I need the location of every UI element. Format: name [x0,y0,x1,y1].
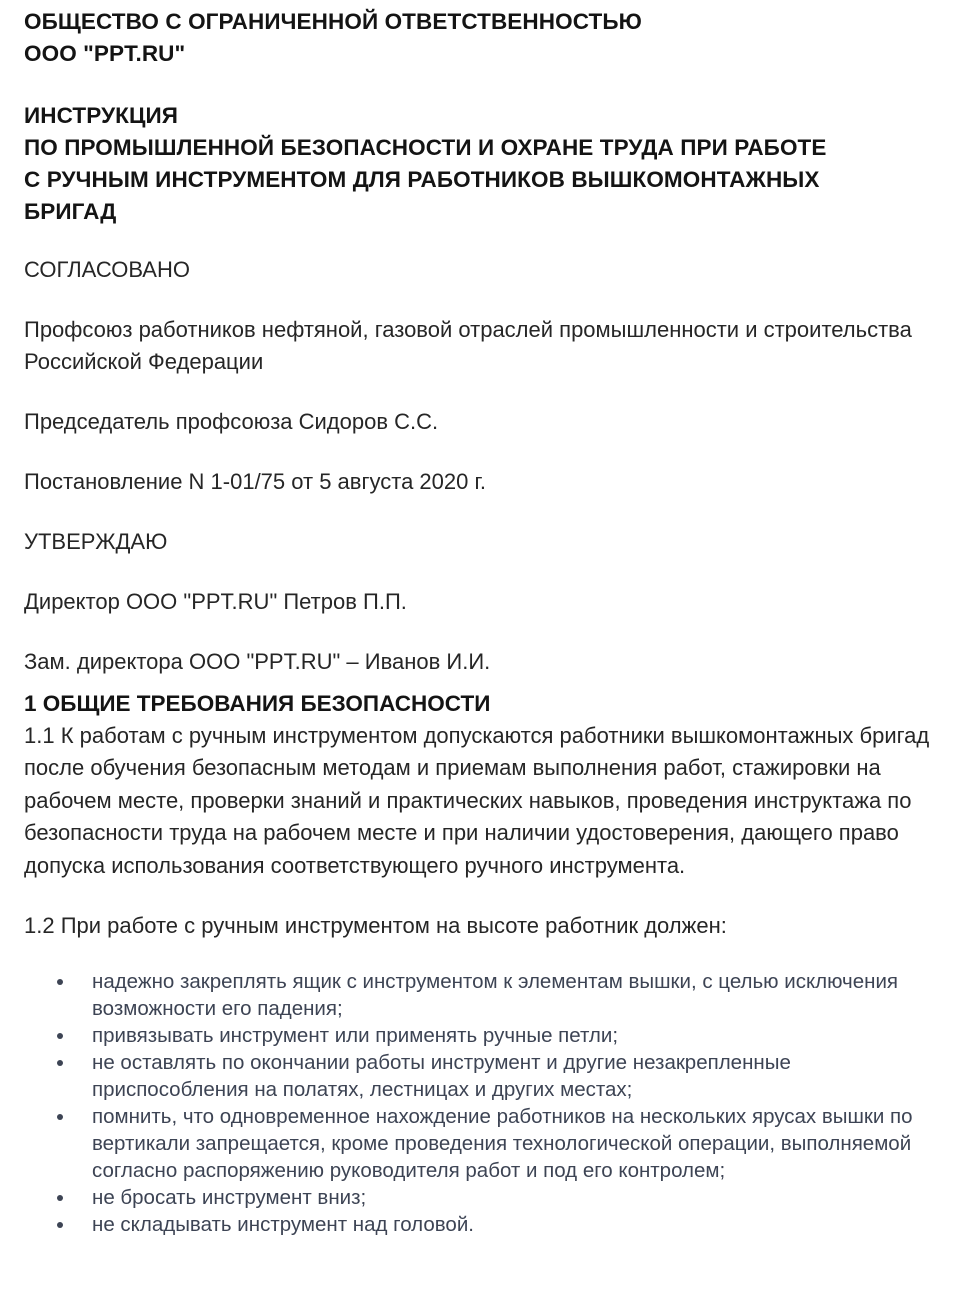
list-item-text: привязывать инструмент или применять ручные петли; [92,1024,619,1048]
bullet-icon [57,1195,63,1201]
list-item [24,1103,944,1184]
list-item-text: надежно закреплять ящик с инструментом к элементам вышки, с целью исключения возможности его падения; [92,970,898,1021]
deputy-director-signature: Зам. директора ООО "PPT.RU" – Иванов И.И. [24,649,491,674]
section-1-heading: 1 ОБЩИЕ ТРЕБОВАНИЯ БЕЗОПАСНОСТИ [24,691,491,716]
union-chairman: Председатель профсоюза Сидоров С.С. [24,409,439,434]
list-item [24,1049,944,1103]
bullet-icon [57,1114,63,1120]
organization-name-line1: ОБЩЕСТВО С ОГРАНИЧЕННОЙ ОТВЕТСТВЕННОСТЬЮ [24,9,642,34]
list-item-text: помнить, что одновременное нахождение работников на нескольких ярусах вышки по вертикали запрещается, кроме проведения технологической операции, выполняемой согласно распоряжению руководителя работ и под его контролем; [92,1105,913,1183]
list-item-text: не складывать инструмент над головой. [92,1213,474,1237]
list-item-text: не бросать инструмент вниз; [92,1186,367,1210]
document-title-line4: БРИГАД [24,199,117,224]
document-title [24,100,944,228]
clause-1-1: 1.1 К работам с ручным инструментом допускаются работники вышкомонтажных бригад после обучения безопасным методам и приемам выполнения работ, стажировки на рабочем месте, проверки знаний и практических навыков, проведения инструктажа по безопасности труда на рабочем месте и при наличии удостоверения, дающего право допуска использования соответствующего ручного инструмента. [24,723,930,878]
agreed-heading: СОГЛАСОВАНО [24,257,190,282]
approve-heading: УТВЕРЖДАЮ [24,529,168,554]
bullet-icon [57,1222,63,1228]
list-item [24,1184,944,1211]
list-item [24,1022,944,1049]
document-title-line3: С РУЧНЫМ ИНСТРУМЕНТОМ ДЛЯ РАБОТНИКОВ ВЫШКОМОНТАЖНЫХ [24,167,820,192]
list-item [24,1211,944,1238]
bullet-icon [57,1060,63,1066]
clause-1-2-list [24,968,944,1238]
list-item-text: не оставлять по окончании работы инструмент и другие незакрепленные приспособления на полатях, лестницах и других местах; [92,1051,791,1102]
bullet-icon [57,979,63,985]
organization-name-line2: ООО "PPT.RU" [24,41,186,66]
clause-1-2: 1.2 При работе с ручным инструментом на высоте работник должен: [24,913,727,939]
bullet-icon [57,1033,63,1039]
organization-name [24,6,944,70]
resolution-reference: Постановление N 1-01/75 от 5 августа 2020 г. [24,469,486,494]
document-title-line2: ПО ПРОМЫШЛЕННОЙ БЕЗОПАСНОСТИ И ОХРАНЕ ТРУДА ПРИ РАБОТЕ [24,135,827,160]
union-name: Профсоюз работников нефтяной, газовой отраслей промышленности и строительства Российской Федерации [24,317,912,374]
list-item [24,968,944,1022]
document-title-line1: ИНСТРУКЦИЯ [24,103,179,128]
document-page [24,6,944,1238]
director-signature: Директор ООО "PPT.RU" Петров П.П. [24,589,407,614]
